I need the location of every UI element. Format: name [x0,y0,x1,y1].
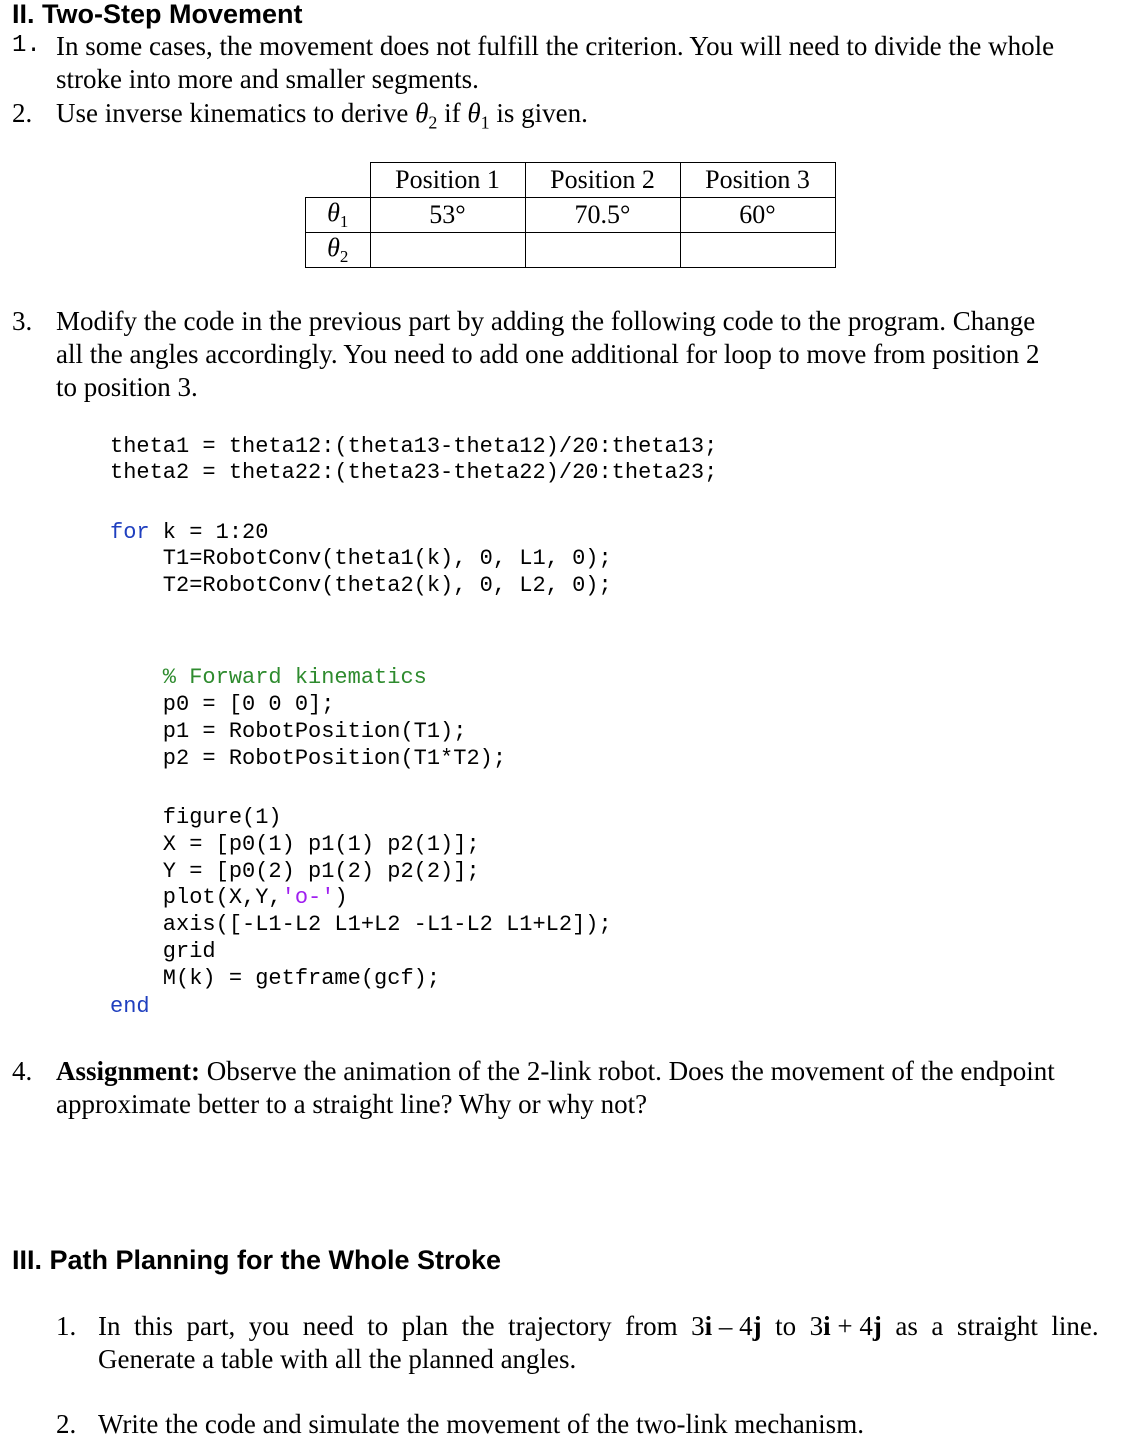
table-header-position-1: Position 1 [370,163,525,198]
table-header-row [306,163,836,198]
table-cell: 60° [680,198,835,233]
section-2-title: II. Two-Step Movement [12,0,303,29]
item-4-number: 4. [12,1056,33,1086]
code-comment: % Forward kinematics [110,665,427,690]
table-row-label-theta-1 [306,198,371,233]
item-3-line-1: Modify the code in the previous part by adding the following code to the program. Change [56,306,1036,336]
code-text: plot(X,Y, [110,885,282,910]
section-3-item-1-line-1 [98,1313,1099,1340]
table-header-position-2: Position 2 [525,163,680,198]
item-2-number: 2. [12,98,33,128]
section-3-title: III. Path Planning for the Whole Stroke [12,1245,502,1275]
table-row [306,233,836,268]
code-line: theta1 = theta12:(theta13-theta12)/20:theta13; [110,434,718,459]
code-line: axis([-L1-L2 L1+L2 -L1-L2 L1+L2]); [110,912,612,937]
section-3-item-1-line-2: Generate a table with all the planned angles. [98,1344,577,1374]
theta-subscript: 2 [339,247,349,267]
code-line [110,522,268,544]
item-2-mid: if [437,98,468,128]
theta-2-subscript: 2 [428,112,438,133]
item-4-text: Observe the animation of the 2-link robot. Does the movement of the endpoint [200,1056,1055,1086]
code-string: 'o-' [281,885,335,910]
table-cell [680,233,835,268]
theta-symbol: θ [327,198,340,227]
table-cell [525,233,680,268]
code-line: X = [p0(1) p1(1) p2(1)]; [110,832,480,857]
code-line: figure(1) [110,805,282,830]
text: + 4 [830,1311,873,1341]
unit-vector-i: i [823,1311,831,1341]
unit-vector-j: j [752,1311,762,1341]
code-text: k = 1:20 [149,520,269,545]
theta-1-subscript: 1 [480,112,490,133]
code-line: Y = [p0(2) p1(2) p2(2)]; [110,859,480,884]
item-2-text [56,100,588,131]
code-line: grid [110,939,216,964]
item-3-line-3: to position 3. [56,372,198,402]
section-3-item-2-number: 2. [56,1409,77,1439]
theta-symbol: θ [327,233,340,263]
theta-subscript: 1 [339,212,349,232]
item-4-line-1 [56,1058,1055,1085]
table-cell: 70.5° [525,198,680,233]
code-line: M(k) = getframe(gcf); [110,966,441,991]
item-2-post: is given. [489,98,588,128]
table-header-position-3: Position 3 [680,163,835,198]
text: to 3 [761,1311,824,1341]
text: – 4 [712,1311,753,1341]
assignment-label: Assignment: [56,1056,201,1086]
table-row [306,198,836,233]
code-text: ) [334,885,348,910]
table-row-label-theta-2 [306,233,371,268]
theta-1-symbol: θ [467,98,481,128]
text: In this part, you need to plan the trajectory from 3 [98,1311,705,1341]
code-line: p2 = RobotPosition(T1*T2); [110,746,507,771]
text: as a straight line. [881,1311,1099,1341]
unit-vector-i: i [704,1311,713,1341]
code-line: theta2 = theta22:(theta23-theta22)/20:theta23; [110,460,718,485]
item-3-number: 3. [12,306,33,336]
item-2-pre: Use inverse kinematics to derive [56,98,416,128]
table-corner-cell [306,163,371,198]
table-cell: 53° [370,198,525,233]
code-line: p0 = [0 0 0]; [110,692,335,717]
item-1-number: 1. [12,32,41,59]
section-3-item-1-number: 1. [56,1311,77,1341]
code-keyword-end: end [110,994,150,1019]
unit-vector-j: j [872,1311,882,1341]
code-line: p1 = RobotPosition(T1); [110,719,467,744]
item-1-line-1: In some cases, the movement does not fulfill the criterion. You will need to divide the whole [56,31,1055,61]
table-cell [370,233,525,268]
section-3-item-2-text: Write the code and simulate the movement of the two-link mechanism. [98,1409,864,1439]
code-line: T2=RobotConv(theta2(k), 0, L2, 0); [110,573,612,598]
item-4-line-2: approximate better to a straight line? Why or why not? [56,1089,648,1119]
code-keyword-for: for [110,520,150,545]
positions-table [305,162,836,268]
item-3-line-2: all the angles accordingly. You need to add one additional for loop to move from position 2 [56,339,1040,369]
code-line [110,887,348,909]
code-line: T1=RobotConv(theta1(k), 0, L1, 0); [110,546,612,571]
item-1-line-2: stroke into more and smaller segments. [56,64,479,94]
theta-2-symbol: θ [415,98,429,128]
